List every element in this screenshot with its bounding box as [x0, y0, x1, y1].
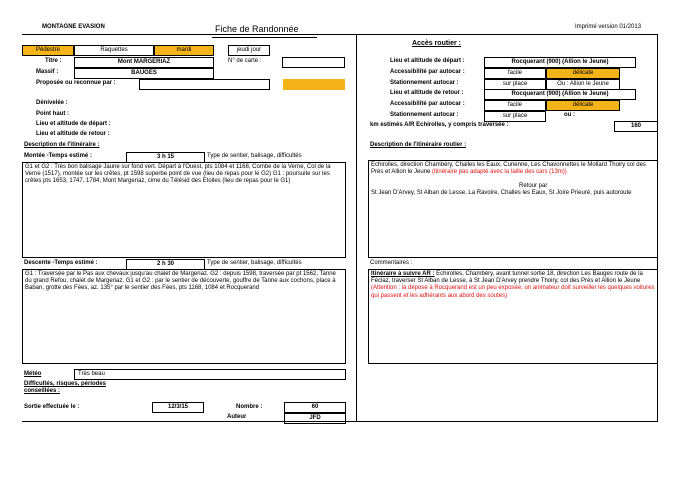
option-mardi[interactable]: mardi: [154, 45, 214, 56]
itineraire-red-note: (Attention : la dépose à Rocquerand est un peu exposée, un animateur doit surveiller les quelques voitures qui passent et les adhérants aux abord des soutes): [371, 285, 655, 299]
auteur-value[interactable]: JFD: [284, 413, 346, 424]
montee-text: G1 et G2 : Très bon balisage Jaune sur fond vert. Départ à l'Ouest, pts 1084 et 1168, Combe de la Verne, Col de la Verne (1517), montée sur les crêtes, pt 1598 superbe point de vue (lieu de repas pour le G2) G1 : poursuite sur les crêtes pts 1653, 1747, 1784, Mont Margeriaz, cime du Télésid des Etoiles (lieu de repas pour le G1): [25, 164, 331, 185]
descente-text: G1 : Traversée par le Pas aux chevaux jusqu'au chalet de Margeriaz. G2 : depuis 1598, traversée par pt 1562, Tanne du grand Refou, chalet de Margeriaz. G1 et G2 : par le sentier de découverte, gouffre de Tanne aux cochons, place à Baban, grotte des Fées, az. 135° par le sentier des Fées, pts 1168, 1084 et Rocquerand: [25, 271, 336, 292]
type-sentier-label-1: Type de sentier, balisage, difficultés: [207, 153, 302, 159]
depart-routier-value[interactable]: Rocquerant (900) (Allion le Jeune): [484, 57, 636, 68]
acces-routier-label: Accès routier :: [412, 40, 462, 47]
massif-label: Massif :: [36, 69, 59, 75]
nombre-label: Nombre :: [236, 404, 263, 410]
description-label: Description de l'itinéraire :: [24, 142, 100, 148]
option-pedestre[interactable]: Pédestre: [22, 45, 74, 56]
itineraire-label: Itinéraire à suivre AR :: [371, 271, 435, 277]
km-value[interactable]: 160: [614, 121, 658, 132]
routier-textbox[interactable]: [368, 160, 658, 258]
routier-red-note: (itinéraire pas adapté avec la taille des cars (13m)): [432, 169, 567, 176]
commentaires-label: Commentaires :: [370, 260, 413, 266]
descente-time[interactable]: 2 h 30: [126, 259, 205, 270]
facile-option-2[interactable]: facile: [484, 100, 546, 111]
meteo-value[interactable]: Très beau: [74, 369, 346, 380]
sur-place-option-2[interactable]: sur place: [484, 111, 546, 122]
proposee-highlight: [283, 79, 345, 90]
retour-label: Lieu et altitude de retour :: [36, 131, 110, 137]
massif-value[interactable]: BAUGES: [74, 68, 214, 79]
depart-label: [36, 121, 111, 128]
accessibilite-label: Accessibilité par autocar :: [390, 69, 465, 75]
carte-label: N° de carte :: [228, 58, 262, 64]
sortie-label: Sortie effectuée le :: [24, 404, 80, 410]
depart-routier-label: Lieu et altitude de départ :: [390, 58, 465, 64]
montee-label: Montée -Temps estimé :: [24, 153, 92, 159]
version-label: Imprimé version 01/2013: [575, 24, 642, 30]
routier-text-block: [371, 162, 655, 176]
itineraire-text: Echirolles, Chambéry, avant tunnel sortie 18, direction Les Bauges route de la Féclaz, traverser St Alban de Lesse, à St Jean D'Arvey prendre Thoiry, col des Prés et Allion le Jeune: [371, 271, 643, 285]
proposee-label: Proposée ou reconnue par :: [36, 80, 116, 86]
difficultes-label: Difficultés, risques, périodes conseillées :: [24, 381, 107, 395]
routier-text-2: St Jean D'Arvey, St Alban de Lesse, La Ravoire, Challes les Eaux, St Joire Prieuré, puis autoroute: [371, 190, 632, 196]
page-title: Fiche de Randonnée: [215, 24, 299, 34]
titre-value[interactable]: Mont MARGERIAZ: [74, 57, 214, 68]
option-raquettes[interactable]: Raquettes: [74, 45, 154, 56]
commentaires-textbox[interactable]: [368, 269, 658, 364]
titre-label: Titre :: [45, 58, 62, 64]
routier-text-1: Echirolles, direction Chambéry, Challes les Eaux, Curienne, Les Chavonnettes le Mollard Thoiry col des Prés et Allion le Jeune: [371, 162, 646, 176]
montee-textbox[interactable]: [22, 162, 346, 258]
carte-value[interactable]: [282, 57, 345, 68]
option-jeudi-jour[interactable]: jeudi jour: [228, 45, 270, 56]
type-sentier-label-2: Type de sentier, balisage, difficultés: [207, 260, 302, 266]
company-name: MONTAGNE EVASION: [42, 24, 105, 30]
descente-textbox[interactable]: [22, 269, 346, 364]
retour-routier-value[interactable]: Rocquerant (900) (Allion le Jeune): [484, 89, 636, 100]
denivelee-label: Dénivelée :: [36, 100, 68, 106]
center-divider: [356, 34, 357, 422]
description-routier-label: Description de l'itinéraire routier :: [370, 142, 467, 148]
facile-option[interactable]: facile: [484, 68, 546, 79]
retour-routier-label: Lieu et altitude de retour :: [390, 90, 464, 96]
stationnement-label-2: Stationnement autocar :: [390, 112, 459, 118]
ou-label-2: ou :: [564, 112, 575, 118]
ou-allion-value[interactable]: Ou : Allion le Jeune: [546, 79, 620, 90]
sur-place-option[interactable]: sur place: [484, 79, 546, 90]
proposee-value[interactable]: [139, 79, 270, 90]
stationnement-label: Stationnement autocar :: [390, 80, 459, 86]
montee-time[interactable]: 3 h 15: [126, 152, 205, 163]
accessibilite-label-2: Accessibilité par autocar :: [390, 101, 465, 107]
point-haut-label: Point haut :: [36, 111, 69, 117]
auteur-label: Auteur: [227, 414, 247, 420]
descente-label: Descente -Temps estimé :: [24, 260, 98, 266]
sortie-date[interactable]: 12/3/15: [152, 402, 204, 413]
delicate-option-2[interactable]: délicate: [546, 100, 620, 111]
itineraire-block: [371, 271, 655, 300]
km-label: km estimés A/R Echirolles, y compris traversée :: [370, 122, 509, 128]
retour-par-label: Retour par: [519, 183, 548, 189]
delicate-option[interactable]: délicate: [546, 68, 620, 79]
depart-label-text: Lieu et altitude de départ :: [36, 121, 111, 127]
meteo-label: Météo: [24, 371, 42, 377]
nombre-value[interactable]: 60: [284, 402, 346, 413]
